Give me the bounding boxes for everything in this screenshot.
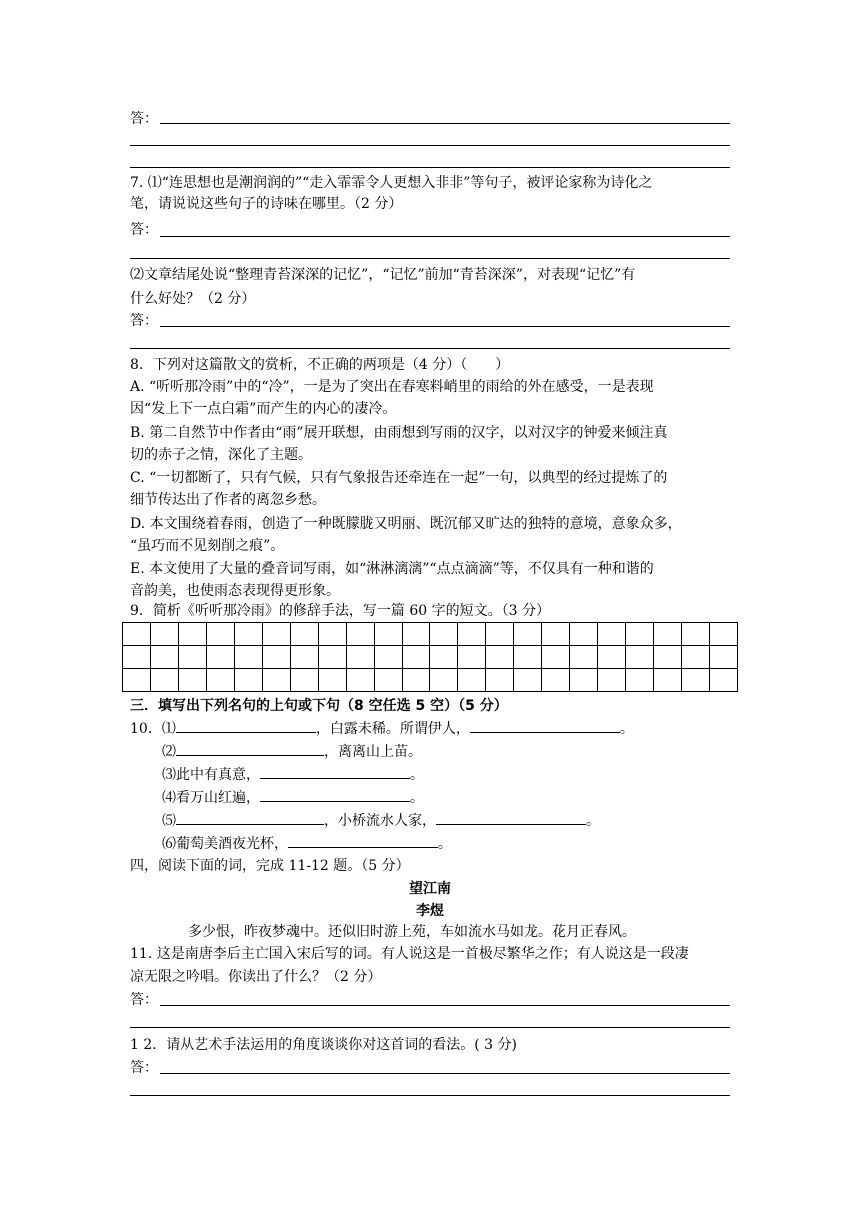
q8-option-b-line2: 切的赤子之情，深化了主题。 — [130, 447, 312, 463]
q8-option-b-line1: B. 第二自然节中作者由“雨”展开联想，由雨想到写雨的汉字，以对汉字的钟爱来倾注真 — [130, 425, 668, 441]
line-text: ，白露未稀。所谓伊人， — [315, 721, 470, 737]
grid-cell[interactable] — [206, 646, 234, 669]
grid-cell[interactable] — [262, 646, 290, 669]
grid-cell[interactable] — [402, 623, 430, 646]
fill-blank[interactable] — [176, 718, 316, 733]
answer-line — [130, 145, 730, 146]
grid-cell[interactable] — [654, 646, 682, 669]
poem-text: 多少恨，昨夜梦魂中。还似旧时游上苑，车如流水马如龙。花月正春风。 — [188, 924, 636, 940]
grid-cell[interactable] — [206, 623, 234, 646]
q11-line2: 凉无限之吟唱。你读出了什么？（2 分） — [130, 969, 382, 985]
grid-row — [123, 623, 738, 646]
grid-cell[interactable] — [262, 623, 290, 646]
grid-cell[interactable] — [514, 623, 542, 646]
grid-cell[interactable] — [430, 646, 458, 669]
grid-cell[interactable] — [542, 623, 570, 646]
q8-option-c-line2: 细节传达出了作者的离忽乡愁。 — [130, 492, 326, 508]
grid-cell[interactable] — [262, 669, 290, 692]
grid-cell[interactable] — [234, 646, 262, 669]
q11-line1: 11. 这是南唐李后主亡国入宋后写的词。有人说这是一首极尽繁华之作；有人说这是一段凄 — [130, 946, 689, 962]
grid-cell[interactable] — [290, 623, 318, 646]
q7-part2-line1: ⑵文章结尾处说“整理青苔深深的记忆”，“记忆”前加“青苔深深”，对表现“记忆”有 — [130, 267, 636, 283]
poem-title: 望江南 — [409, 881, 451, 897]
grid-cell[interactable] — [570, 669, 598, 692]
fill-blank[interactable] — [260, 764, 410, 779]
q8-option-d-line1: D. 本文围绕着春雨，创造了一种既朦胧又明丽、既沉郁又旷达的独特的意境，意象众多， — [130, 516, 682, 532]
grid-cell[interactable] — [598, 646, 626, 669]
grid-cell[interactable] — [458, 669, 486, 692]
answer-line — [160, 1005, 730, 1006]
grid-cell[interactable] — [514, 669, 542, 692]
q8-option-e-line2: 音韵美，也使雨态表现得更形象。 — [130, 583, 340, 599]
q10-line3 — [162, 764, 424, 786]
grid-cell[interactable] — [486, 623, 514, 646]
answer-line — [160, 326, 730, 327]
line-text: 。 — [410, 767, 424, 783]
grid-cell[interactable] — [542, 669, 570, 692]
grid-cell[interactable] — [150, 646, 178, 669]
line-text: ，小桥流水人家， — [324, 813, 436, 829]
grid-cell[interactable] — [234, 669, 262, 692]
grid-row — [123, 669, 738, 692]
answer-label: 答： — [130, 222, 158, 238]
q10-label: 10．⑴ — [130, 721, 176, 737]
answer-line — [130, 348, 730, 349]
grid-cell[interactable] — [123, 623, 151, 646]
line-text: 。 — [410, 790, 424, 806]
q8-option-e-line1: E. 本文使用了大量的叠音词写雨，如“淋淋漓漓”“点点滴滴”等，不仅具有一种和谐的 — [130, 561, 654, 577]
q7-part2-line2: 什么好处？（2 分） — [130, 291, 256, 307]
q8-option-a-line1: A. “听听那冷雨”中的“冷”，一是为了突出在春寒料峭里的雨给的外在感受，一是表现 — [130, 379, 654, 395]
answer-line — [130, 1027, 730, 1028]
line-text: 。 — [586, 813, 600, 829]
line-text: 。 — [619, 721, 634, 737]
grid-cell[interactable] — [178, 669, 206, 692]
grid-cell[interactable] — [458, 623, 486, 646]
line-text: ⑸ — [162, 813, 176, 829]
grid-cell[interactable] — [234, 623, 262, 646]
section3-title: 三．填写出下列名句的上句或下句（8 空任选 5 空）（5 分） — [130, 698, 508, 714]
grid-cell[interactable] — [346, 646, 374, 669]
grid-cell[interactable] — [374, 669, 402, 692]
section4-title: 四，阅读下面的词，完成 11-12 题。（5 分） — [130, 858, 410, 874]
grid-cell[interactable] — [570, 623, 598, 646]
q10-line4 — [162, 787, 424, 809]
grid-cell[interactable] — [402, 646, 430, 669]
answer-label: 答： — [130, 1060, 158, 1076]
grid-cell[interactable] — [206, 669, 234, 692]
answer-line — [130, 258, 730, 259]
grid-cell[interactable] — [123, 669, 151, 692]
grid-cell[interactable] — [710, 623, 738, 646]
q8-option-a-line2: 因“发上下一点白霜”而产生的内心的凄冷。 — [130, 401, 397, 417]
answer-label: 答： — [130, 992, 158, 1008]
grid-cell[interactable] — [710, 646, 738, 669]
q8-option-d-line2: “虽巧而不见刻削之痕”。 — [130, 538, 285, 554]
poem-author: 李煜 — [416, 903, 444, 919]
answer-line — [130, 167, 730, 168]
line-text: 。 — [438, 836, 452, 852]
grid-cell[interactable] — [430, 669, 458, 692]
grid-cell[interactable] — [458, 646, 486, 669]
grid-cell[interactable] — [486, 646, 514, 669]
grid-cell[interactable] — [150, 669, 178, 692]
grid-cell[interactable] — [178, 646, 206, 669]
grid-cell[interactable] — [654, 669, 682, 692]
answer-label: 答： — [130, 111, 158, 127]
grid-cell[interactable] — [430, 623, 458, 646]
q7-part1-line2: 笔，请说说这些句子的诗味在哪里。（2 分） — [130, 196, 403, 212]
grid-cell[interactable] — [682, 623, 710, 646]
answer-line — [160, 236, 730, 237]
q10-line6 — [162, 833, 452, 855]
grid-cell[interactable] — [542, 646, 570, 669]
q9-stem: 9．简析《听听那冷雨》的修辞手法，写一篇 60 字的短文。（3 分） — [130, 603, 550, 619]
grid-cell[interactable] — [682, 646, 710, 669]
grid-cell[interactable] — [123, 646, 151, 669]
answer-line — [160, 123, 730, 124]
grid-cell[interactable] — [318, 669, 346, 692]
answer-label: 答： — [130, 313, 158, 329]
grid-cell[interactable] — [486, 669, 514, 692]
grid-cell[interactable] — [346, 623, 374, 646]
line-text: ⑹葡萄美酒夜光杯， — [162, 836, 288, 852]
fill-blank[interactable] — [176, 810, 324, 825]
grid-cell[interactable] — [178, 623, 206, 646]
grid-cell[interactable] — [626, 623, 654, 646]
grid-cell[interactable] — [682, 669, 710, 692]
grid-cell[interactable] — [318, 623, 346, 646]
fill-blank[interactable] — [436, 810, 586, 825]
grid-cell[interactable] — [374, 646, 402, 669]
grid-cell[interactable] — [626, 669, 654, 692]
q10-line5 — [162, 810, 600, 832]
q8-stem: 8．下列对这篇散文的赏析，不正确的两项是（4 分）（ ） — [130, 357, 510, 373]
q12-stem: 1 2．请从艺术手法运用的角度谈谈你对这首词的看法。( 3 分) — [130, 1037, 517, 1053]
writing-grid[interactable] — [122, 622, 738, 692]
grid-cell[interactable] — [626, 646, 654, 669]
line-text: ⑶此中有真意， — [162, 767, 260, 783]
grid-cell[interactable] — [346, 669, 374, 692]
fill-blank[interactable] — [288, 833, 438, 848]
grid-cell[interactable] — [150, 623, 178, 646]
grid-cell[interactable] — [514, 646, 542, 669]
fill-blank[interactable] — [176, 741, 324, 756]
q10-line1 — [130, 718, 634, 740]
line-text: ⑷看万山红遍， — [162, 790, 260, 806]
fill-blank[interactable] — [260, 787, 410, 802]
grid-cell[interactable] — [318, 646, 346, 669]
grid-cell[interactable] — [402, 669, 430, 692]
line-text: ⑵ — [162, 744, 176, 760]
grid-row — [123, 646, 738, 669]
grid-cell[interactable] — [598, 669, 626, 692]
grid-cell[interactable] — [598, 623, 626, 646]
q7-part1-line1: 7. ⑴“连思想也是潮润润的”“走入霏霏令人更想入非非”等句子，被评论家称为诗化之 — [130, 175, 653, 191]
answer-line — [130, 1095, 730, 1096]
q10-line2 — [162, 741, 422, 763]
line-text: ，离离山上苗。 — [324, 744, 422, 760]
grid-cell[interactable] — [374, 623, 402, 646]
fill-blank[interactable] — [470, 718, 620, 733]
q8-option-c-line1: C. “一切都断了，只有气候，只有气象报告还牵连在一起”一句，以典型的经过提炼了的 — [130, 470, 668, 486]
grid-cell[interactable] — [290, 669, 318, 692]
grid-cell[interactable] — [290, 646, 318, 669]
answer-line — [160, 1073, 730, 1074]
grid-cell[interactable] — [710, 669, 738, 692]
grid-cell[interactable] — [654, 623, 682, 646]
grid-cell[interactable] — [570, 646, 598, 669]
